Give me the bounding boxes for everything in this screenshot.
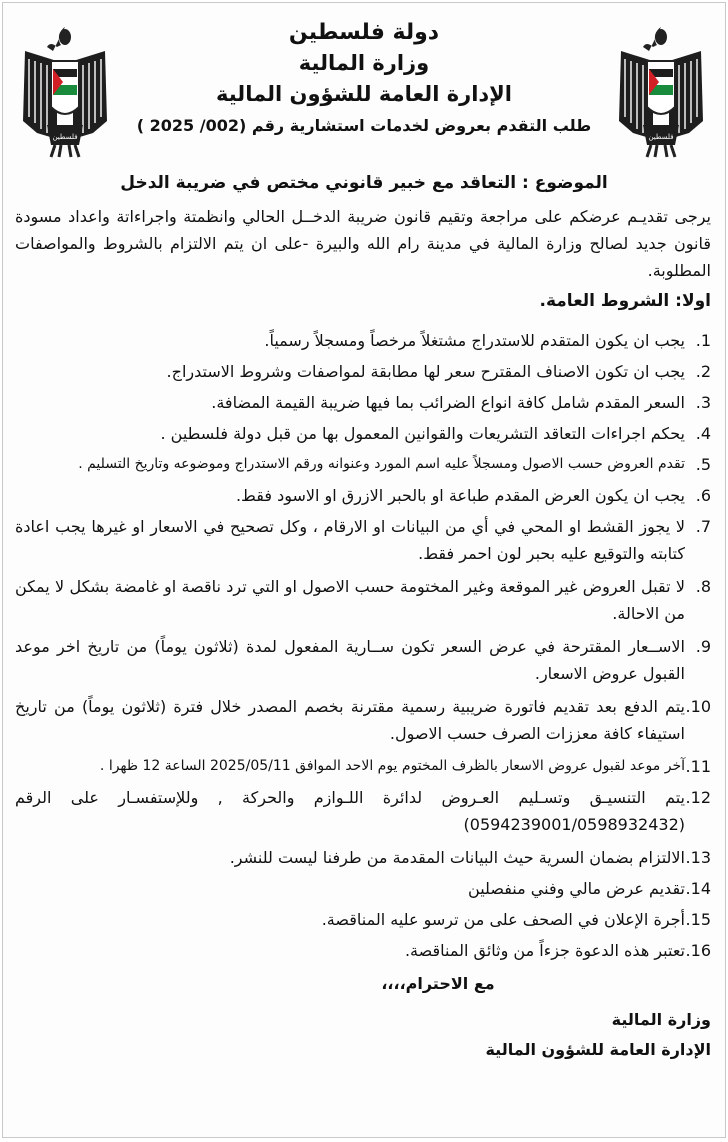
item-text: تقديم عرض مالي وفني منفصلين — [468, 879, 685, 898]
item-text: تعتبر هذه الدعوة جزءاً من وثائق المناقصة. — [404, 941, 685, 960]
item-number: 10. — [685, 697, 711, 716]
item-number: 4. — [695, 424, 711, 443]
item-number: 11. — [685, 757, 711, 776]
item-number: 12. — [685, 788, 711, 807]
list-item — [15, 513, 711, 567]
list-item — [15, 327, 711, 354]
list-item — [15, 784, 711, 838]
item-text: يحكم اجراءات التعاقد التشريعات والقوانين المعمول بها من قبل دولة فلسطين . — [160, 424, 685, 443]
list-item — [15, 937, 711, 964]
emblem-caption-left: فلسطين — [52, 133, 78, 141]
palestine-eagle-emblem-right — [613, 21, 709, 161]
item-number: 8. — [695, 577, 711, 596]
subject-line: الموضوع : التعاقد مع خبير قانوني مختص في ضريبة الدخل — [120, 173, 608, 193]
item-text: يتم التنسيـق وتسـليم العـروض لدائرة اللـوازم والحركة , وللإستفسـار على الرقم (0594239001/0598932432) — [15, 788, 685, 834]
item-number: 7. — [695, 517, 711, 536]
list-item — [15, 693, 711, 747]
item-number: 5. — [695, 455, 711, 474]
signature-block — [15, 1005, 711, 1065]
item-number: 1. — [695, 331, 711, 350]
document-page — [2, 2, 726, 1138]
department-name: الإدارة العامة للشؤون المالية — [216, 82, 512, 106]
list-item — [15, 451, 711, 478]
item-number: 13. — [685, 848, 711, 867]
section-title: اولا: الشروط العامة. — [539, 291, 711, 311]
item-number: 6. — [695, 486, 711, 505]
signature-department: الإدارة العامة للشؤون المالية — [485, 1040, 711, 1059]
ministry-name: وزارة المالية — [298, 51, 430, 75]
letter-header — [123, 17, 605, 141]
item-text: يجب ان يكون العرض المقدم طباعة او بالحبر الازرق او الاسود فقط. — [235, 486, 685, 505]
item-text: آخر موعد لقبول عروض الاسعار بالظرف المختوم يوم الاحد الموافق 2025/05/11 الساعة 12 ظهرا . — [99, 758, 685, 774]
item-text: السعر المقدم شامل كافة انواع الضرائب بما فيها ضريبة القيمة المضافة. — [211, 393, 685, 412]
signature-ministry: وزارة المالية — [611, 1010, 711, 1029]
item-text: يجب ان تكون الاصناف المقترح سعر لها مطابقة لمواصفات وشروط الاستدراج. — [166, 362, 685, 381]
list-item — [15, 389, 711, 416]
country-name: دولة فلسطين — [288, 20, 440, 45]
item-text: أجرة الإعلان في الصحف على من ترسو عليه المناقصة. — [321, 910, 685, 929]
list-item — [15, 482, 711, 509]
palestine-eagle-emblem-left — [17, 21, 113, 161]
item-number: 2. — [695, 362, 711, 381]
item-text: يتم الدفع بعد تقديم فاتورة ضريبية رسمية مقترنة بخصم المصدر خلال فترة (ثلاثون يوماً) من تاريخ استيفاء كافة معززات الصرف حسب الاصول. — [15, 697, 685, 743]
closing-phrase: مع الاحترام،،،، — [381, 974, 495, 993]
list-item — [15, 844, 711, 871]
letter-body — [15, 203, 711, 1065]
item-number: 16. — [685, 941, 711, 960]
list-item — [15, 753, 711, 780]
item-text: الاســعار المقترحة في عرض السعر تكون ســارية المفعول لمدة (ثلاثون يوماً) من تاريخ اخر موعد القبول عروض الاسعار. — [15, 637, 685, 683]
item-number: 9. — [695, 637, 711, 656]
list-item — [15, 573, 711, 627]
intro-paragraph: يرجى تقديـم عرضكم على مراجعة وتقيم قانون ضريبة الدخــل الحالي وانظمتة واجراءاتة واعداد مسودة قانون جديد لصالح وزارة المالية في مدينة رام الله والبيرة -على ان يتم الالتزام بالشروط والمواصفات المطلوبة. — [15, 207, 711, 280]
item-text: تقدم العروض حسب الاصول ومسجلاً عليه اسم المورد وعنوانه ورقم الاستدراج وموضوعه وتاريخ التسليم . — [78, 456, 685, 472]
item-number: 3. — [695, 393, 711, 412]
item-text: يجب ان يكون المتقدم للاستدراج مشتغلاً مرخصاً ومسجلاً رسمياً. — [264, 331, 685, 350]
item-number: 15. — [685, 910, 711, 929]
list-item — [15, 875, 711, 902]
request-title: طلب التقدم بعروض لخدمات استشارية رقم (002/ 2025 ) — [136, 116, 592, 135]
conditions-list — [15, 327, 711, 964]
item-text: الالتزام بضمان السرية حيث البيانات المقدمة من طرفنا ليست للنشر. — [229, 848, 685, 867]
item-text: لا يجوز القشط او المحي في أي من البيانات او الارقام ، وكل تصحيح في الاسعار او غيرها يجب اعادة كتابته والتوقيع عليه بحبر لون احمر فقط. — [15, 517, 685, 563]
emblem-caption-right: فلسطين — [648, 133, 674, 141]
list-item — [15, 906, 711, 933]
list-item — [15, 633, 711, 687]
list-item — [15, 358, 711, 385]
list-item — [15, 420, 711, 447]
item-text: لا تقبل العروض غير الموقعة وغير المختومة حسب الاصول او التي ترد ناقصة او غامضة بشكل لا يمكن من الاحالة. — [15, 577, 685, 623]
item-number: 14. — [685, 879, 711, 898]
